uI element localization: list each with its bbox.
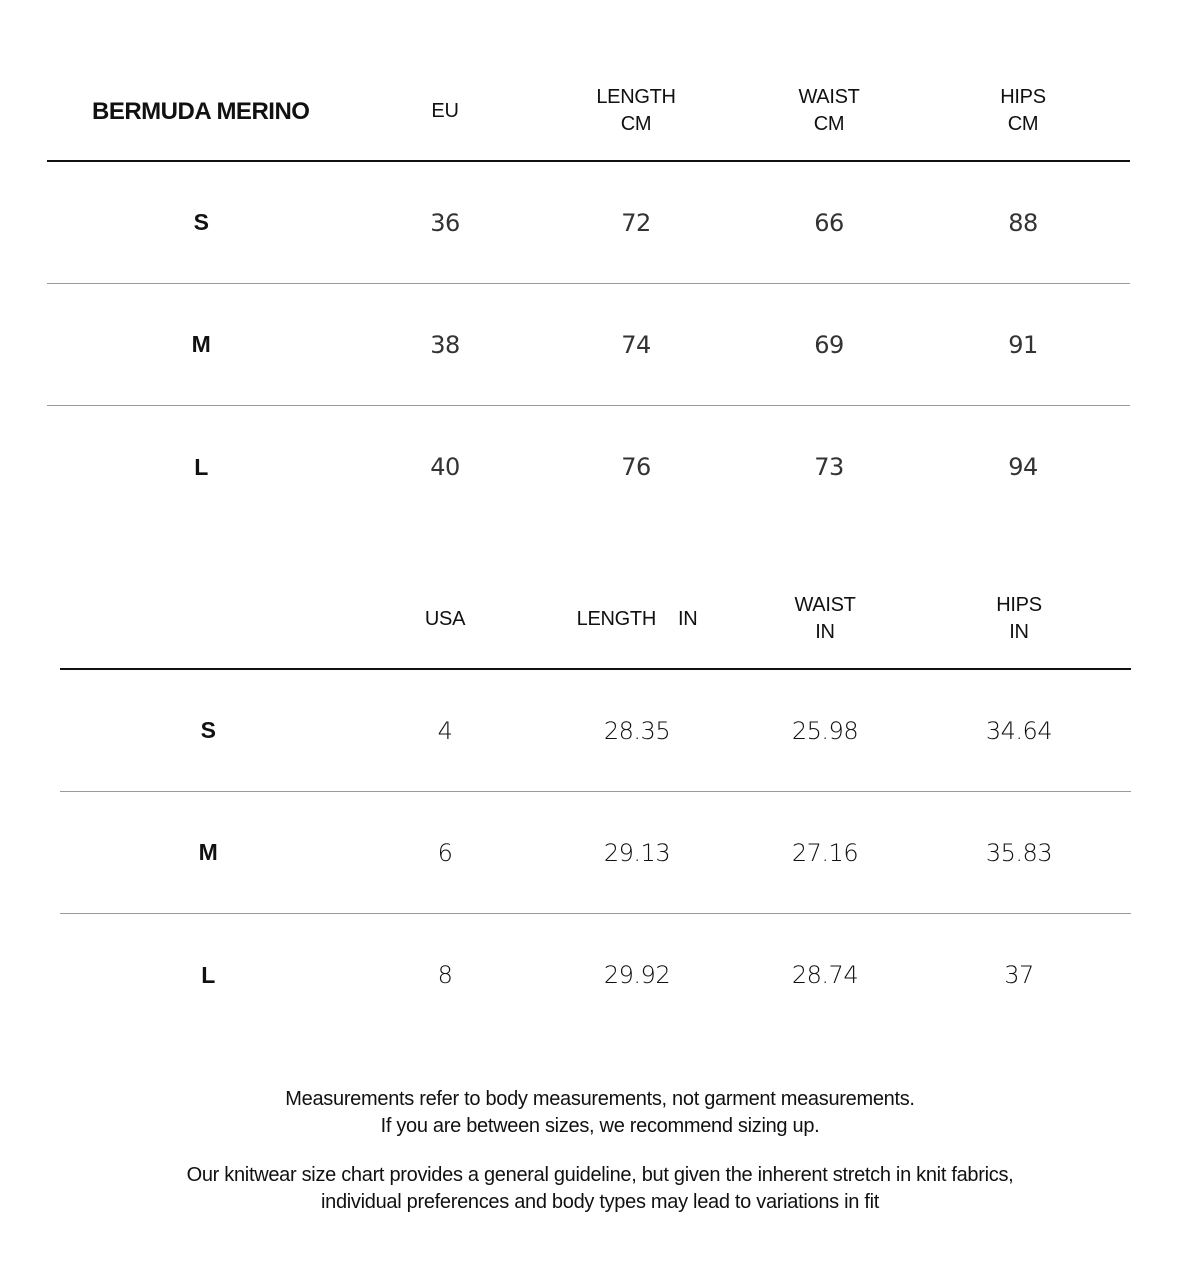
size-label: M — [198, 839, 218, 865]
waist-value: 66 — [814, 208, 844, 237]
usa-size-value: 8 — [437, 961, 453, 989]
length-value: 72 — [621, 208, 651, 237]
hips-value: 37 — [1004, 961, 1034, 989]
table-row — [47, 406, 1130, 528]
waist-value: 69 — [814, 330, 844, 359]
table-header-row — [47, 62, 1130, 162]
length-value: 29.92 — [603, 961, 671, 989]
header-waist-cm: WAIST CM — [798, 86, 860, 135]
size-label: L — [194, 453, 208, 480]
hips-value: 91 — [1008, 330, 1038, 359]
table-header-row — [60, 570, 1131, 670]
length-value: 76 — [621, 453, 651, 481]
header-waist-in: WAIST IN — [794, 594, 856, 643]
length-value: 74 — [621, 330, 651, 359]
size-label: L — [201, 961, 215, 988]
waist-value: 73 — [814, 453, 844, 481]
header-usa: USA — [424, 607, 466, 630]
size-table-eu-cm — [47, 62, 1130, 528]
header-length-cm: LENGTH CM — [596, 86, 676, 135]
table-row — [60, 792, 1131, 914]
eu-size-value: 40 — [430, 453, 460, 481]
table-row — [47, 284, 1130, 406]
waist-value: 25.98 — [791, 716, 859, 745]
size-label: S — [193, 209, 209, 235]
size-table-usa-in — [60, 570, 1131, 1036]
table-row — [60, 670, 1131, 792]
header-eu: EU — [431, 99, 459, 122]
table-row — [47, 162, 1130, 284]
length-value: 28.35 — [603, 716, 671, 745]
header-length-in: LENGTH IN — [576, 607, 698, 630]
header-hips-in: HIPS IN — [996, 594, 1042, 643]
length-value: 29.13 — [603, 838, 671, 867]
size-label: M — [191, 331, 211, 357]
usa-size-value: 4 — [437, 716, 453, 745]
table-row — [60, 914, 1131, 1036]
header-hips-cm: HIPS CM — [1000, 86, 1046, 135]
measurement-note: Measurements refer to body measurements, not garment measurements. If you are between sizes, we recommend sizing up. — [285, 1088, 915, 1137]
size-label: S — [200, 717, 216, 743]
eu-size-value: 36 — [430, 208, 460, 237]
product-title: BERMUDA MERINO — [92, 97, 310, 125]
waist-value: 27.16 — [791, 838, 859, 867]
eu-size-value: 38 — [430, 330, 460, 359]
hips-value: 88 — [1008, 208, 1038, 237]
usa-size-value: 6 — [437, 838, 453, 867]
knitwear-disclaimer: Our knitwear size chart provides a general guideline, but given the inherent stretch in knit fabrics, individual preferences and body types may lead to variations in fit — [186, 1164, 1014, 1213]
hips-value: 35.83 — [985, 838, 1053, 867]
hips-value: 94 — [1008, 453, 1038, 481]
hips-value: 34.64 — [985, 716, 1053, 745]
waist-value: 28.74 — [791, 961, 859, 989]
